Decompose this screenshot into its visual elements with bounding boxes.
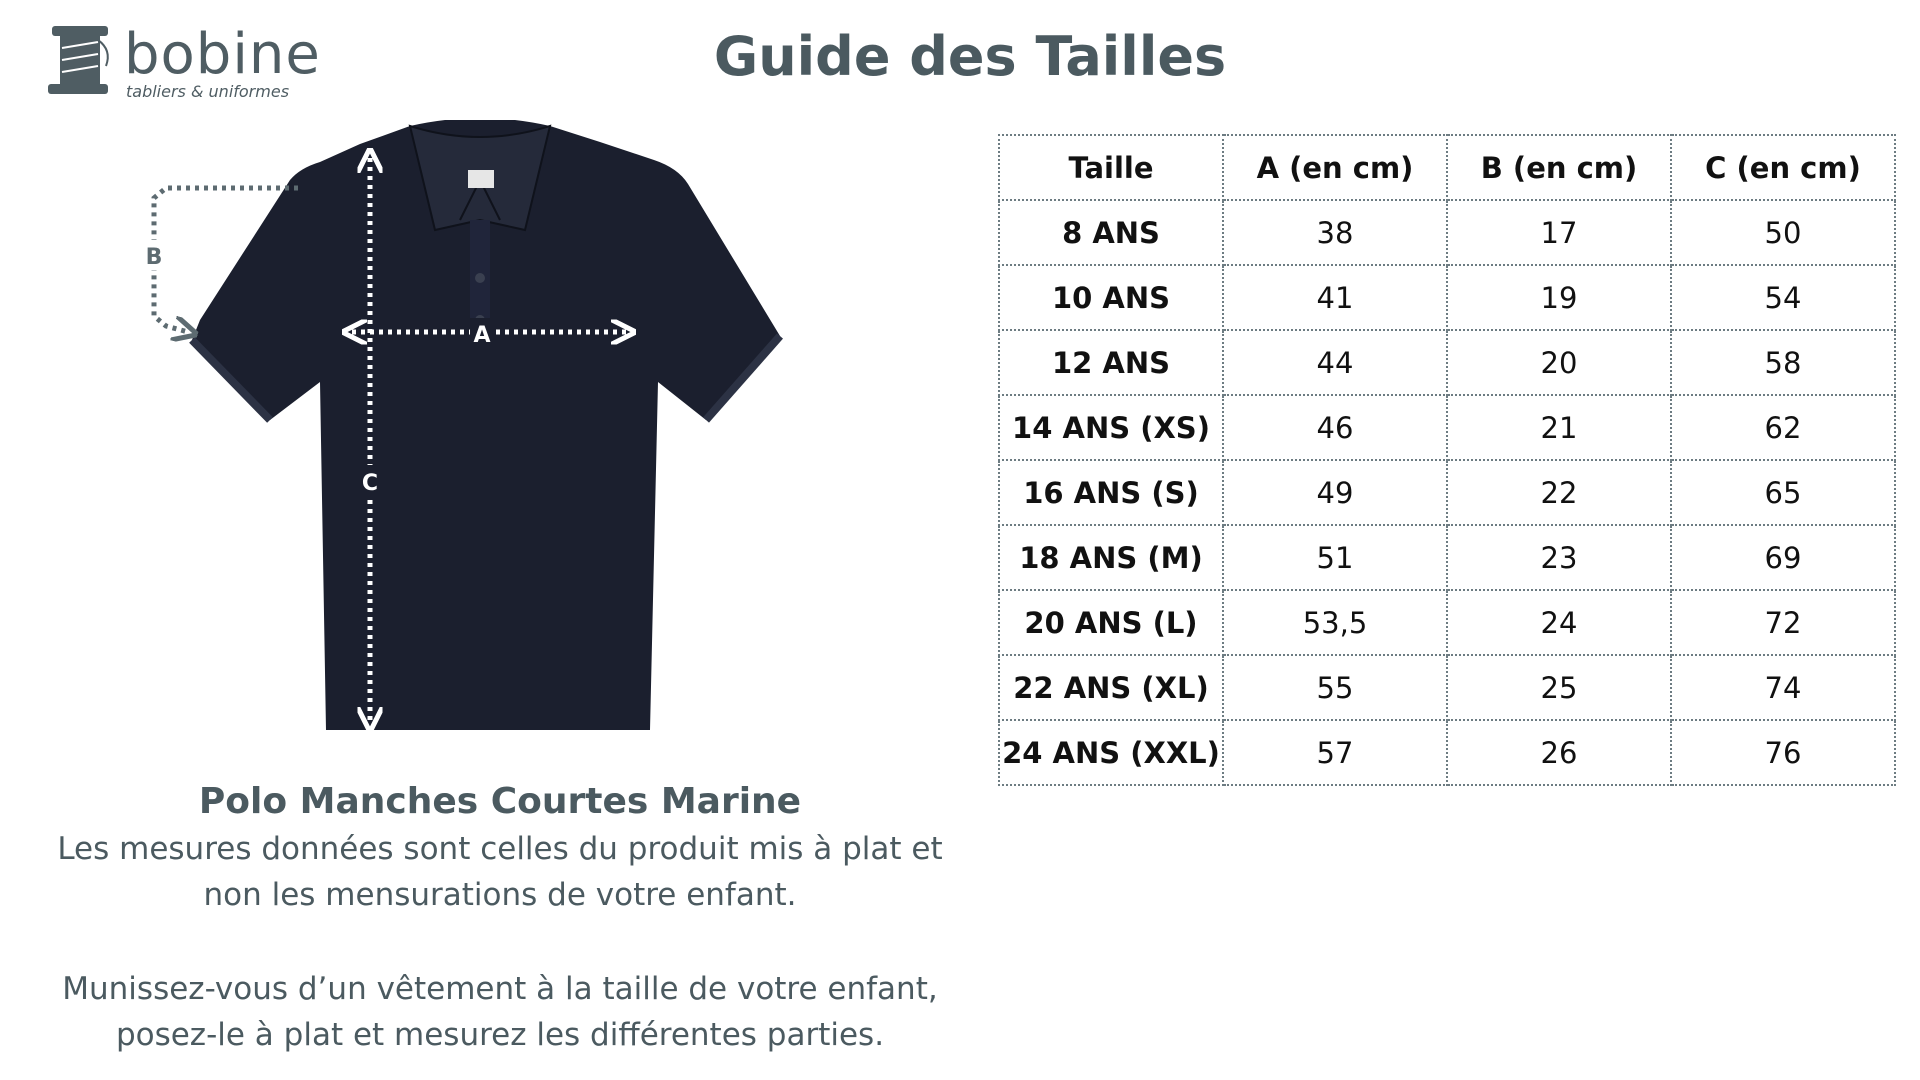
measure-label-c: C — [361, 471, 379, 496]
value-c: 72 — [1671, 590, 1895, 655]
value-a: 57 — [1223, 720, 1447, 785]
table-row — [999, 525, 1895, 590]
size-cell: 8 ANS — [999, 200, 1223, 265]
header-size: Taille — [999, 135, 1223, 200]
size-chart-table — [998, 134, 1896, 786]
size-cell: 10 ANS — [999, 265, 1223, 330]
measure-label-b: B — [145, 245, 163, 270]
size-cell: 22 ANS (XL) — [999, 655, 1223, 720]
value-a: 53,5 — [1223, 590, 1447, 655]
note-line: posez-le à plat et mesurez les différentes parties. — [115, 1017, 885, 1053]
brand-logo — [46, 20, 321, 110]
table-row — [999, 460, 1895, 525]
value-c: 76 — [1671, 720, 1895, 785]
table-row — [999, 590, 1895, 655]
value-a: 41 — [1223, 265, 1447, 330]
note-line: Les mesures données sont celles du produit mis à plat et — [57, 831, 943, 867]
table-row — [999, 330, 1895, 395]
value-a: 38 — [1223, 200, 1447, 265]
table-row — [999, 395, 1895, 460]
size-cell: 12 ANS — [999, 330, 1223, 395]
value-c: 65 — [1671, 460, 1895, 525]
measurement-note — [10, 826, 990, 918]
value-b: 22 — [1447, 460, 1671, 525]
brand-tagline: tabliers & uniformes — [126, 82, 290, 101]
size-cell: 16 ANS (S) — [999, 460, 1223, 525]
size-cell: 18 ANS (M) — [999, 525, 1223, 590]
size-cell: 14 ANS (XS) — [999, 395, 1223, 460]
label-tag — [468, 170, 494, 188]
value-a: 44 — [1223, 330, 1447, 395]
value-a: 51 — [1223, 525, 1447, 590]
measure-label-a: A — [473, 323, 491, 348]
button-icon — [475, 273, 485, 283]
value-a: 46 — [1223, 395, 1447, 460]
table-header-row — [999, 135, 1895, 200]
value-c: 50 — [1671, 200, 1895, 265]
table-row — [999, 200, 1895, 265]
product-name: Polo Manches Courtes Marine — [198, 781, 802, 822]
value-c: 69 — [1671, 525, 1895, 590]
table-row — [999, 655, 1895, 720]
header-a: A (en cm) — [1223, 135, 1447, 200]
value-b: 20 — [1447, 330, 1671, 395]
value-c: 62 — [1671, 395, 1895, 460]
size-cell: 20 ANS (L) — [999, 590, 1223, 655]
value-b: 23 — [1447, 525, 1671, 590]
page-title: Guide des Tailles — [713, 25, 1227, 88]
value-b: 25 — [1447, 655, 1671, 720]
table-row — [999, 265, 1895, 330]
size-cell: 24 ANS (XXL) — [999, 720, 1223, 785]
garment-illustration — [130, 120, 810, 760]
value-b: 19 — [1447, 265, 1671, 330]
value-c: 58 — [1671, 330, 1895, 395]
spool-icon — [46, 20, 116, 100]
value-b: 21 — [1447, 395, 1671, 460]
header-b: B (en cm) — [1447, 135, 1671, 200]
value-c: 74 — [1671, 655, 1895, 720]
table-row — [999, 720, 1895, 785]
measuring-instructions — [10, 966, 990, 1058]
note-line: non les mensurations de votre enfant. — [203, 877, 797, 913]
value-c: 54 — [1671, 265, 1895, 330]
header-c: C (en cm) — [1671, 135, 1895, 200]
note-line: Munissez-vous d’un vêtement à la taille de votre enfant, — [62, 971, 938, 1007]
brand-name: bobine — [124, 22, 321, 87]
value-a: 49 — [1223, 460, 1447, 525]
value-b: 17 — [1447, 200, 1671, 265]
value-a: 55 — [1223, 655, 1447, 720]
value-b: 26 — [1447, 720, 1671, 785]
value-b: 24 — [1447, 590, 1671, 655]
